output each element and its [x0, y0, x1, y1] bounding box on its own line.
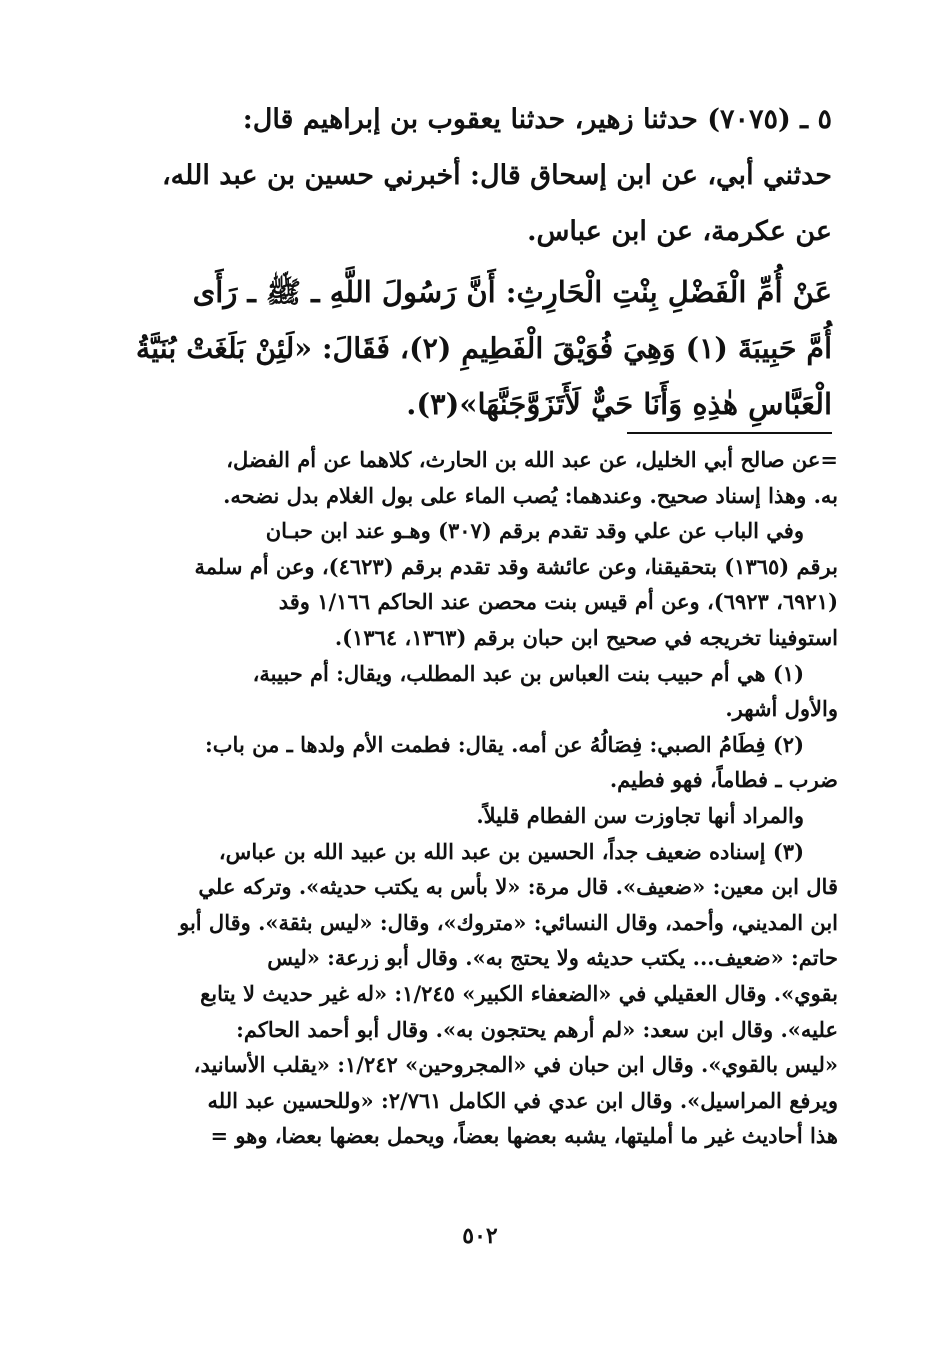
matn-line: أُمَّ حَبِيبَةَ (١) وَهِيَ فُوَيْقَ الْفَطِيمِ (٢)، فَقَالَ: «لَئِنْ بَلَغَتْ بُنَيَّةُ — [135, 331, 832, 365]
isnad-line: ٥ ـ (٧٠٧٥) حدثنا زهير، حدثنا يعقوب بن إبراهيم قال: — [242, 104, 832, 135]
hadith-isnad — [132, 92, 832, 260]
footnote-line: وفي الباب عن علي وقد تقدم برقم (٣٠٧) وهـو عند ابن حبـان — [265, 518, 804, 544]
isnad-line: حدثني أبي، عن ابن إسحاق قال: أخبرني حسين بن عبد الله، — [161, 160, 832, 191]
matn-line: عَنْ أُمِّ الْفَضْلِ بِنْتِ الْحَارِثِ: أَنَّ رَسُولَ اللَّهِ ـ ﷺ ـ رَأَى — [192, 275, 832, 309]
hadith-entry — [132, 92, 832, 432]
footnote-line: استوفينا تخريجه في صحيح ابن حبان برقم (١٣٦٣، ١٣٦٤). — [334, 624, 838, 650]
isnad-line: عن عكرمة، عن ابن عباس. — [527, 216, 832, 247]
footnote-line: حاتم: «ضعيف... يكتب حديثه ولا يحتج به». وقال أبو زرعة: «ليس — [267, 945, 838, 971]
footnote-line: «ليس بالقوي». وقال ابن حبان في «المجروحين» ١/٢٤٢: «يقلب الأسانيد، — [193, 1052, 838, 1078]
footnote-line: ويرفع المراسيل». وقال ابن عدي في الكامل ٢/٧٦١: «وللحسين عبد الله — [207, 1087, 838, 1113]
footnote-line: ضرب ـ فطاماً، فهو فطيم. — [609, 767, 838, 793]
footnote-line: برقم (١٣٦٥) بتحقيقنا، وعن عائشة وقد تقدم برقم (٤٦٢٣)، وعن أم سلمة — [194, 553, 838, 579]
footnotes — [118, 442, 838, 1154]
footnote-line: ابن المديني، وأحمد، وقال النسائي: «متروك»، وقال: «ليس بثقة». وقال أبو — [179, 909, 838, 935]
footnote-line: عليه». وقال ابن سعد: «لم أرهم يحتجون به». وقال أبو أحمد الحاكم: — [236, 1016, 838, 1042]
footnote-line: هذا أحاديث غير ما أمليتها، يشبه بعضها بعضاً، ويحمل بعضها بعضا، وهو = — [210, 1123, 838, 1149]
footnote-line: (١) هي أم حبيب بنت العباس بن عبد المطلب، ويقال: أم حبيبة، — [252, 660, 804, 686]
footnote-line: والأول أشهر. — [725, 696, 838, 722]
hadith-matn — [132, 264, 832, 432]
page-number: ٥٠٢ — [462, 1223, 498, 1249]
footnote-separator — [627, 432, 832, 434]
matn-line: الْعَبَّاسِ هٰذِهِ وَأَنَا حَيٌّ لَأَتَزَوَّجَنَّهَا»(٣). — [406, 387, 832, 421]
footnote-line: (٦٩٢١، ٦٩٢٣)، وعن أم قيس بنت محصن عند الحاكم ١/١٦٦ وقد — [278, 589, 838, 615]
footnote-line: (٣) إسناده ضعيف جداً، الحسين بن عبد الله بن عبيد الله بن عباس، — [218, 838, 804, 864]
footnote-line: =عن صالح أبي الخليل، عن عبد الله بن الحارث، كلاهما عن أم الفضل، — [226, 447, 838, 472]
footnote-line: بقوي». وقال العقيلي في «الضعفاء الكبير» ١/٢٤٥: «له غير حديث لا يتابع — [200, 980, 838, 1006]
footnote-line: به. وهذا إسناد صحيح. وعندهما: يُصب الماء على بول الغلام بدل نضحه. — [223, 482, 838, 508]
footnote-line: قال ابن معين: «ضعيف». قال مرة: «لا بأس به يكتب حديثه». وتركه علي — [198, 874, 838, 900]
footnote-line: (٢) فِطَامُ الصبي: فِصَالُهُ عن أمه. يقال: فطمت الأم ولدها ـ من باب: — [205, 731, 804, 757]
footnote-line: والمراد أنها تجاوزت سن الفطام قليلاً. — [476, 802, 804, 828]
